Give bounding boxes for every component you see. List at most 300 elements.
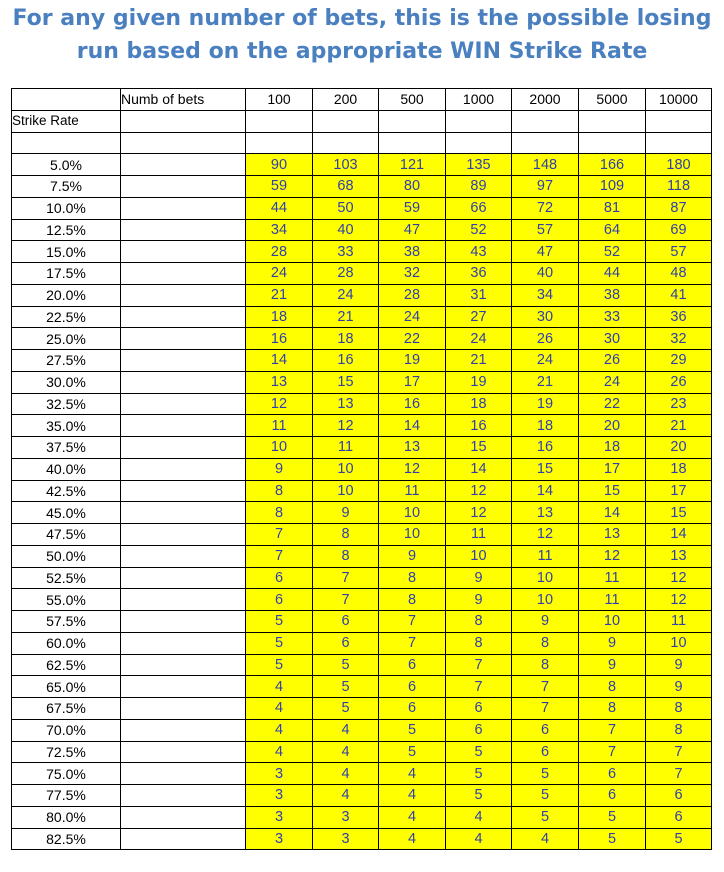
losing-run-cell: 5 [446, 741, 512, 763]
losing-run-cell: 12 [446, 502, 512, 524]
empty-cell [12, 132, 121, 154]
losing-run-cell: 12 [512, 524, 579, 546]
losing-run-cell: 3 [313, 828, 379, 850]
losing-run-cell: 7 [246, 545, 313, 567]
losing-run-cell: 6 [512, 741, 579, 763]
empty-cell [379, 110, 446, 132]
losing-run-cell: 5 [579, 806, 646, 828]
losing-run-cell: 40 [512, 263, 579, 285]
losing-run-cell: 18 [313, 328, 379, 350]
losing-run-cell: 17 [379, 371, 446, 393]
losing-run-cell: 5 [313, 654, 379, 676]
empty-cell [121, 197, 246, 219]
empty-cell [313, 132, 379, 154]
empty-cell [121, 328, 246, 350]
empty-cell [121, 502, 246, 524]
table-row [12, 219, 712, 241]
losing-run-cell: 16 [379, 393, 446, 415]
losing-run-cell: 43 [446, 241, 512, 263]
losing-run-cell: 24 [379, 306, 446, 328]
losing-run-cell: 13 [379, 437, 446, 459]
losing-run-cell: 47 [512, 241, 579, 263]
losing-run-cell: 9 [246, 458, 313, 480]
empty-cell [121, 241, 246, 263]
losing-run-cell: 72 [512, 197, 579, 219]
losing-run-cell: 24 [446, 328, 512, 350]
losing-run-cell: 5 [379, 741, 446, 763]
table-row [12, 785, 712, 807]
losing-run-cell: 11 [512, 545, 579, 567]
losing-run-cell: 13 [313, 393, 379, 415]
table-row [12, 654, 712, 676]
empty-cell [121, 611, 246, 633]
losing-run-cell: 8 [579, 698, 646, 720]
empty-cell [446, 110, 512, 132]
losing-run-cell: 52 [579, 241, 646, 263]
empty-cell [512, 132, 579, 154]
losing-run-cell: 7 [379, 611, 446, 633]
table-row [12, 306, 712, 328]
empty-cell [121, 741, 246, 763]
strike-rate-cell: 35.0% [12, 415, 121, 437]
losing-run-cell: 4 [246, 676, 313, 698]
table-row [12, 437, 712, 459]
table-row [12, 197, 712, 219]
losing-run-cell: 121 [379, 154, 446, 176]
losing-run-cell: 118 [646, 176, 712, 198]
losing-run-cell: 21 [313, 306, 379, 328]
strike-rate-cell: 60.0% [12, 632, 121, 654]
table-body [12, 89, 712, 850]
losing-run-cell: 4 [446, 806, 512, 828]
empty-cell [446, 132, 512, 154]
losing-run-cell: 28 [379, 284, 446, 306]
empty-cell [579, 110, 646, 132]
losing-run-cell: 7 [512, 676, 579, 698]
losing-run-cell: 5 [313, 698, 379, 720]
losing-run-cell: 90 [246, 154, 313, 176]
losing-run-cell: 50 [313, 197, 379, 219]
losing-run-cell: 13 [246, 371, 313, 393]
losing-run-cell: 8 [313, 524, 379, 546]
empty-cell [121, 350, 246, 372]
table-row [12, 524, 712, 546]
losing-run-cell: 36 [446, 263, 512, 285]
empty-cell [379, 132, 446, 154]
losing-run-cell: 10 [379, 524, 446, 546]
empty-cell [121, 415, 246, 437]
losing-run-cell: 12 [313, 415, 379, 437]
empty-cell [121, 263, 246, 285]
table-row [12, 176, 712, 198]
losing-run-cell: 21 [246, 284, 313, 306]
strike-rate-cell: 45.0% [12, 502, 121, 524]
losing-run-cell: 15 [313, 371, 379, 393]
losing-run-cell: 12 [579, 545, 646, 567]
losing-run-cell: 5 [512, 763, 579, 785]
losing-run-cell: 7 [579, 741, 646, 763]
empty-cell [121, 393, 246, 415]
losing-run-cell: 13 [646, 545, 712, 567]
empty-cell [121, 437, 246, 459]
losing-run-cell: 22 [379, 328, 446, 350]
empty-cell [121, 676, 246, 698]
strike-rate-cell: 10.0% [12, 197, 121, 219]
losing-run-cell: 10 [512, 589, 579, 611]
table-row [12, 241, 712, 263]
empty-cell [121, 371, 246, 393]
strike-rate-cell: 30.0% [12, 371, 121, 393]
losing-run-cell: 66 [446, 197, 512, 219]
losing-run-cell: 21 [512, 371, 579, 393]
losing-run-cell: 12 [379, 458, 446, 480]
losing-run-cell: 7 [579, 719, 646, 741]
losing-run-cell: 20 [579, 415, 646, 437]
losing-run-cell: 3 [246, 806, 313, 828]
losing-run-cell: 166 [579, 154, 646, 176]
losing-run-cell: 6 [379, 698, 446, 720]
losing-run-cell: 8 [313, 545, 379, 567]
losing-run-cell: 5 [246, 632, 313, 654]
empty-cell [121, 524, 246, 546]
losing-run-cell: 5 [512, 785, 579, 807]
losing-run-cell: 5 [446, 763, 512, 785]
table-row [12, 480, 712, 502]
table-row [12, 806, 712, 828]
losing-run-cell: 30 [579, 328, 646, 350]
losing-run-cell: 5 [246, 611, 313, 633]
strike-rate-cell: 47.5% [12, 524, 121, 546]
losing-run-cell: 4 [246, 741, 313, 763]
losing-run-cell: 10 [246, 437, 313, 459]
losing-run-cell: 23 [646, 393, 712, 415]
losing-run-cell: 4 [446, 828, 512, 850]
bet-count-header: 2000 [512, 89, 579, 111]
losing-run-cell: 10 [313, 458, 379, 480]
strike-rate-cell: 40.0% [12, 458, 121, 480]
title-line-2: run based on the appropriate WIN Strike Rate [76, 39, 648, 64]
losing-run-cell: 26 [646, 371, 712, 393]
empty-cell [121, 763, 246, 785]
strike-rate-cell: 25.0% [12, 328, 121, 350]
strike-rate-cell: 77.5% [12, 785, 121, 807]
losing-run-cell: 6 [313, 632, 379, 654]
losing-run-cell: 148 [512, 154, 579, 176]
losing-run-cell: 11 [579, 589, 646, 611]
strike-rate-header: Strike Rate [12, 110, 121, 132]
losing-run-cell: 33 [579, 306, 646, 328]
losing-run-cell: 9 [646, 654, 712, 676]
strike-rate-cell: 55.0% [12, 589, 121, 611]
losing-run-cell: 15 [646, 502, 712, 524]
losing-run-cell: 9 [512, 611, 579, 633]
losing-run-cell: 4 [313, 741, 379, 763]
losing-run-cell: 5 [646, 828, 712, 850]
losing-run-cell: 44 [246, 197, 313, 219]
table-row [12, 567, 712, 589]
strike-rate-cell: 12.5% [12, 219, 121, 241]
losing-run-cell: 9 [579, 632, 646, 654]
losing-run-cell: 21 [646, 415, 712, 437]
strike-rate-cell: 20.0% [12, 284, 121, 306]
losing-run-cell: 11 [313, 437, 379, 459]
losing-run-cell: 34 [246, 219, 313, 241]
losing-run-cell: 10 [379, 502, 446, 524]
strike-rate-cell: 7.5% [12, 176, 121, 198]
losing-run-cell: 10 [313, 480, 379, 502]
losing-run-cell: 8 [646, 698, 712, 720]
losing-run-cell: 64 [579, 219, 646, 241]
losing-run-cell: 7 [446, 654, 512, 676]
losing-run-cell: 10 [646, 632, 712, 654]
losing-run-cell: 9 [446, 567, 512, 589]
losing-run-cell: 10 [512, 567, 579, 589]
losing-run-cell: 4 [313, 719, 379, 741]
losing-run-cell: 109 [579, 176, 646, 198]
bet-count-header: 10000 [646, 89, 712, 111]
losing-run-cell: 4 [512, 828, 579, 850]
losing-run-cell: 3 [246, 828, 313, 850]
losing-run-cell: 47 [379, 219, 446, 241]
strike-rate-cell: 15.0% [12, 241, 121, 263]
header-row [12, 89, 712, 111]
losing-run-cell: 8 [512, 654, 579, 676]
losing-run-cell: 15 [579, 480, 646, 502]
table-row [12, 763, 712, 785]
losing-run-cell: 5 [379, 719, 446, 741]
losing-run-cell: 48 [646, 263, 712, 285]
losing-run-cell: 12 [446, 480, 512, 502]
losing-run-cell: 15 [512, 458, 579, 480]
losing-run-cell: 7 [446, 676, 512, 698]
losing-run-cell: 180 [646, 154, 712, 176]
losing-run-cell: 32 [646, 328, 712, 350]
losing-run-cell: 59 [246, 176, 313, 198]
empty-cell [121, 176, 246, 198]
losing-run-cell: 7 [313, 567, 379, 589]
table-row [12, 632, 712, 654]
losing-run-cell: 31 [446, 284, 512, 306]
losing-run-cell: 9 [379, 545, 446, 567]
losing-run-cell: 8 [646, 719, 712, 741]
empty-cell [121, 828, 246, 850]
losing-run-cell: 3 [246, 763, 313, 785]
losing-run-cell: 7 [379, 632, 446, 654]
losing-run-cell: 34 [512, 284, 579, 306]
losing-run-cell: 4 [313, 785, 379, 807]
losing-run-cell: 30 [512, 306, 579, 328]
empty-cell [121, 480, 246, 502]
losing-run-cell: 8 [512, 632, 579, 654]
strike-rate-cell: 37.5% [12, 437, 121, 459]
losing-run-cell: 8 [379, 589, 446, 611]
empty-cell [121, 632, 246, 654]
empty-cell [121, 219, 246, 241]
losing-run-cell: 21 [446, 350, 512, 372]
losing-run-cell: 14 [579, 502, 646, 524]
losing-run-cell: 16 [512, 437, 579, 459]
losing-run-cell: 3 [246, 785, 313, 807]
losing-run-cell: 87 [646, 197, 712, 219]
empty-cell [121, 698, 246, 720]
losing-run-cell: 13 [579, 524, 646, 546]
empty-cell [121, 284, 246, 306]
losing-run-cell: 12 [646, 589, 712, 611]
table-row [12, 698, 712, 720]
losing-run-cell: 4 [379, 806, 446, 828]
losing-run-cell: 17 [646, 480, 712, 502]
bet-count-header: 500 [379, 89, 446, 111]
losing-run-cell: 5 [246, 654, 313, 676]
title-line-1: For any given number of bets, this is the possible losing [12, 6, 712, 31]
losing-run-cell: 12 [646, 567, 712, 589]
empty-cell [121, 589, 246, 611]
strike-rate-cell: 22.5% [12, 306, 121, 328]
strike-rate-label-row [12, 110, 712, 132]
table-row [12, 328, 712, 350]
losing-run-cell: 38 [579, 284, 646, 306]
losing-run-cell: 20 [646, 437, 712, 459]
losing-run-cell: 8 [379, 567, 446, 589]
table-row [12, 502, 712, 524]
losing-run-cell: 5 [313, 676, 379, 698]
losing-run-cell: 6 [379, 676, 446, 698]
losing-run-cell: 16 [246, 328, 313, 350]
losing-run-table [11, 88, 712, 850]
losing-run-cell: 69 [646, 219, 712, 241]
losing-run-cell: 7 [246, 524, 313, 546]
table-row [12, 393, 712, 415]
empty-cell [121, 132, 246, 154]
losing-run-cell: 9 [446, 589, 512, 611]
losing-run-cell: 11 [646, 611, 712, 633]
empty-cell [121, 806, 246, 828]
strike-rate-cell: 72.5% [12, 741, 121, 763]
losing-run-cell: 3 [313, 806, 379, 828]
strike-rate-cell: 82.5% [12, 828, 121, 850]
spacer-row [12, 132, 712, 154]
losing-run-cell: 6 [246, 589, 313, 611]
losing-run-cell: 103 [313, 154, 379, 176]
losing-run-cell: 6 [446, 719, 512, 741]
losing-run-cell: 26 [579, 350, 646, 372]
empty-cell [121, 785, 246, 807]
losing-run-cell: 18 [446, 393, 512, 415]
table-row [12, 611, 712, 633]
losing-run-cell: 7 [646, 741, 712, 763]
bet-count-header: 200 [313, 89, 379, 111]
losing-run-cell: 44 [579, 263, 646, 285]
losing-run-cell: 4 [246, 698, 313, 720]
empty-cell [646, 110, 712, 132]
losing-run-cell: 4 [313, 763, 379, 785]
losing-run-cell: 6 [246, 567, 313, 589]
losing-run-cell: 5 [579, 828, 646, 850]
losing-run-cell: 24 [246, 263, 313, 285]
empty-cell [646, 132, 712, 154]
losing-run-cell: 19 [446, 371, 512, 393]
table-row [12, 284, 712, 306]
losing-run-cell: 7 [313, 589, 379, 611]
losing-run-cell: 17 [579, 458, 646, 480]
losing-run-cell: 19 [379, 350, 446, 372]
page-title [0, 2, 724, 68]
table-row [12, 415, 712, 437]
losing-run-cell: 8 [246, 502, 313, 524]
losing-run-cell: 4 [379, 785, 446, 807]
strike-rate-cell: 65.0% [12, 676, 121, 698]
empty-cell [246, 132, 313, 154]
losing-run-cell: 11 [579, 567, 646, 589]
losing-run-cell: 18 [579, 437, 646, 459]
losing-run-cell: 68 [313, 176, 379, 198]
losing-run-cell: 8 [246, 480, 313, 502]
bet-count-header: 1000 [446, 89, 512, 111]
table-row [12, 350, 712, 372]
table-row [12, 741, 712, 763]
losing-run-cell: 41 [646, 284, 712, 306]
losing-run-cell: 28 [313, 263, 379, 285]
losing-run-cell: 24 [512, 350, 579, 372]
table-row [12, 719, 712, 741]
losing-run-cell: 14 [646, 524, 712, 546]
losing-run-cell: 28 [246, 241, 313, 263]
losing-run-cell: 16 [446, 415, 512, 437]
losing-run-cell: 40 [313, 219, 379, 241]
empty-cell [121, 654, 246, 676]
losing-run-cell: 57 [512, 219, 579, 241]
losing-run-cell: 7 [646, 763, 712, 785]
empty-cell [121, 458, 246, 480]
losing-run-cell: 10 [446, 545, 512, 567]
table-row [12, 263, 712, 285]
losing-run-cell: 22 [579, 393, 646, 415]
strike-rate-cell: 52.5% [12, 567, 121, 589]
table-row [12, 371, 712, 393]
strike-rate-cell: 75.0% [12, 763, 121, 785]
empty-cell [512, 110, 579, 132]
losing-run-cell: 6 [646, 806, 712, 828]
empty-cell [313, 110, 379, 132]
losing-run-cell: 18 [246, 306, 313, 328]
losing-run-cell: 135 [446, 154, 512, 176]
losing-run-cell: 18 [646, 458, 712, 480]
header-corner-cell [12, 89, 121, 111]
losing-run-cell: 57 [646, 241, 712, 263]
losing-run-cell: 11 [246, 415, 313, 437]
losing-run-cell: 81 [579, 197, 646, 219]
losing-run-cell: 52 [446, 219, 512, 241]
losing-run-cell: 6 [379, 654, 446, 676]
numb-of-bets-header: Numb of bets [121, 89, 246, 111]
losing-run-cell: 29 [646, 350, 712, 372]
strike-rate-cell: 80.0% [12, 806, 121, 828]
bet-count-header: 100 [246, 89, 313, 111]
losing-run-cell: 89 [446, 176, 512, 198]
losing-run-cell: 9 [579, 654, 646, 676]
losing-run-cell: 10 [579, 611, 646, 633]
losing-run-cell: 19 [512, 393, 579, 415]
strike-rate-cell: 62.5% [12, 654, 121, 676]
losing-run-cell: 15 [446, 437, 512, 459]
losing-run-cell: 18 [512, 415, 579, 437]
losing-run-cell: 9 [646, 676, 712, 698]
losing-run-cell: 80 [379, 176, 446, 198]
losing-run-cell: 6 [579, 763, 646, 785]
losing-run-cell: 6 [313, 611, 379, 633]
losing-run-cell: 14 [446, 458, 512, 480]
losing-run-cell: 4 [379, 828, 446, 850]
